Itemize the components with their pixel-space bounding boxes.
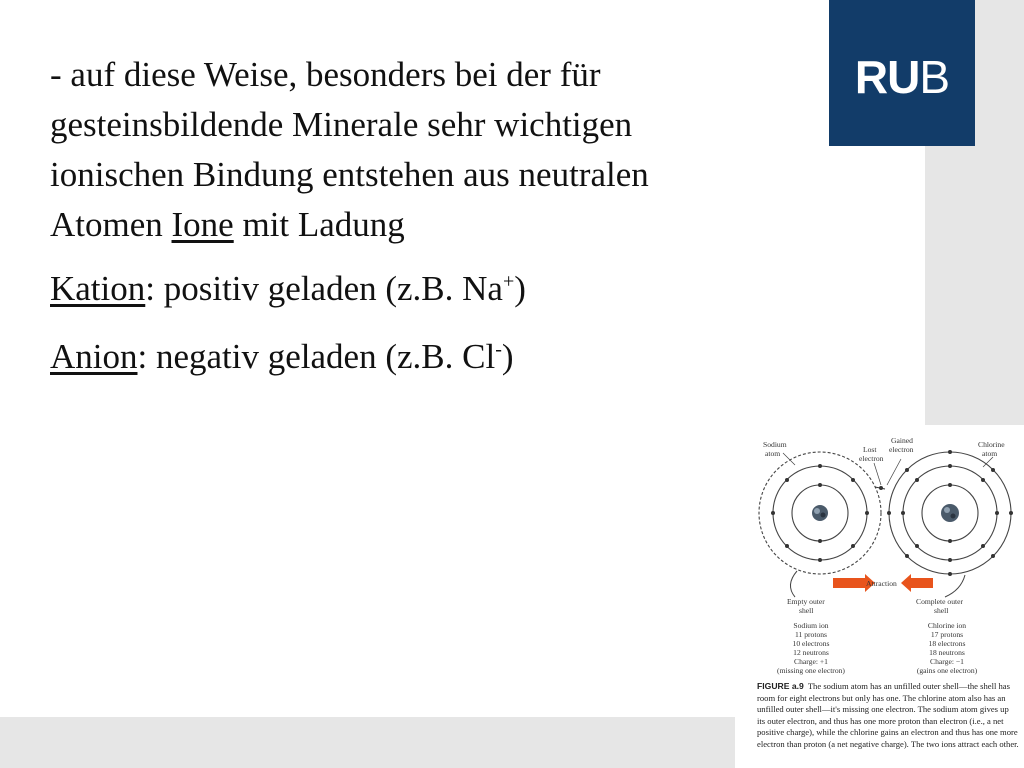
lost-electron-label-2: electron [859, 454, 884, 463]
kation-text: : positiv geladen (z.B. Na [145, 269, 503, 308]
gained-electron-label-2: electron [889, 445, 914, 454]
svg-text:10 electrons: 10 electrons [792, 639, 830, 648]
anion-definition [50, 332, 810, 382]
ionic-bond-figure [735, 425, 1024, 768]
svg-text:(gains one electron): (gains one electron) [916, 666, 978, 675]
sodium-ion-info [777, 621, 845, 675]
anion-term: Anion [50, 337, 138, 376]
rub-logo-text: RUB [854, 51, 950, 103]
chlorine-atom-label-2: atom [982, 449, 998, 458]
anion-charge: - [495, 338, 502, 361]
svg-text:Charge: +1: Charge: +1 [794, 657, 828, 666]
svg-text:Charge: −1: Charge: −1 [930, 657, 964, 666]
complete-shell-label-2: shell [934, 606, 949, 615]
chlorine-ion-info [917, 621, 978, 675]
svg-text:Sodium ion: Sodium ion [793, 621, 829, 630]
kation-charge: + [502, 270, 515, 293]
figure-caption-label: FIGURE a.9 [757, 681, 804, 691]
chlorine-atom [887, 450, 1013, 576]
attraction-label: Attraction [866, 579, 897, 588]
svg-text:18 neutrons: 18 neutrons [929, 648, 965, 657]
figure-caption-text: The sodium atom has an unfilled outer shell—the shell has room for eight electrons but only has one. The chlorine atom also has an unfilled outer shell—it's missing one electron. The sodium atom gives up its outer electron, and thus has one more proton than electron (i.e., a net positive charge), while the chlorine gains an electron and thus has one more electron than proton (a net negative charge). The two ions attract each other. [757, 681, 1019, 749]
intro-line-3: ionischen Bindung entstehen aus neutralen [50, 155, 649, 194]
lost-electron-label-1: Lost [863, 445, 877, 454]
complete-shell-label-1: Complete outer [916, 597, 964, 606]
svg-text:12 neutrons: 12 neutrons [793, 648, 829, 657]
rub-logo [829, 0, 975, 146]
figure-caption [757, 681, 1019, 751]
chlorine-nucleus [941, 504, 959, 522]
svg-text:18 electrons: 18 electrons [928, 639, 966, 648]
empty-shell-pointer [790, 571, 797, 597]
gained-electron-label-1: Gained [891, 436, 913, 445]
ione-term: Ione [171, 205, 234, 244]
sodium-nucleus [812, 505, 828, 521]
kation-definition [50, 264, 810, 314]
complete-shell-pointer [945, 575, 965, 597]
svg-text:11 protons: 11 protons [795, 630, 827, 639]
anion-close: ) [501, 337, 514, 376]
sodium-atom [759, 452, 881, 574]
svg-text:(missing one electron): (missing one electron) [777, 666, 845, 675]
anion-text: : negativ geladen (z.B. Cl [137, 337, 496, 376]
sodium-atom-label-2: atom [765, 449, 781, 458]
bottom-gray-strip [0, 717, 760, 768]
sodium-atom-label-1: Sodium [763, 440, 787, 449]
intro-line-4-pre: Atomen [50, 205, 172, 244]
intro-line-2: gesteinsbildende Minerale sehr wichtigen [50, 105, 633, 144]
empty-shell-label-2: shell [799, 606, 814, 615]
svg-text:17 protons: 17 protons [930, 630, 964, 639]
kation-term: Kation [50, 269, 146, 308]
intro-line-1: - auf diese Weise, besonders bei der für [50, 55, 601, 94]
intro-line-4-post: mit Ladung [233, 205, 405, 244]
slide-content [50, 50, 810, 382]
intro-paragraph [50, 50, 810, 250]
svg-text:Chlorine ion: Chlorine ion [927, 621, 967, 630]
empty-shell-label-1: Empty outer [787, 597, 825, 606]
chlorine-atom-label-1: Chlorine [978, 440, 1005, 449]
kation-close: ) [514, 269, 526, 308]
